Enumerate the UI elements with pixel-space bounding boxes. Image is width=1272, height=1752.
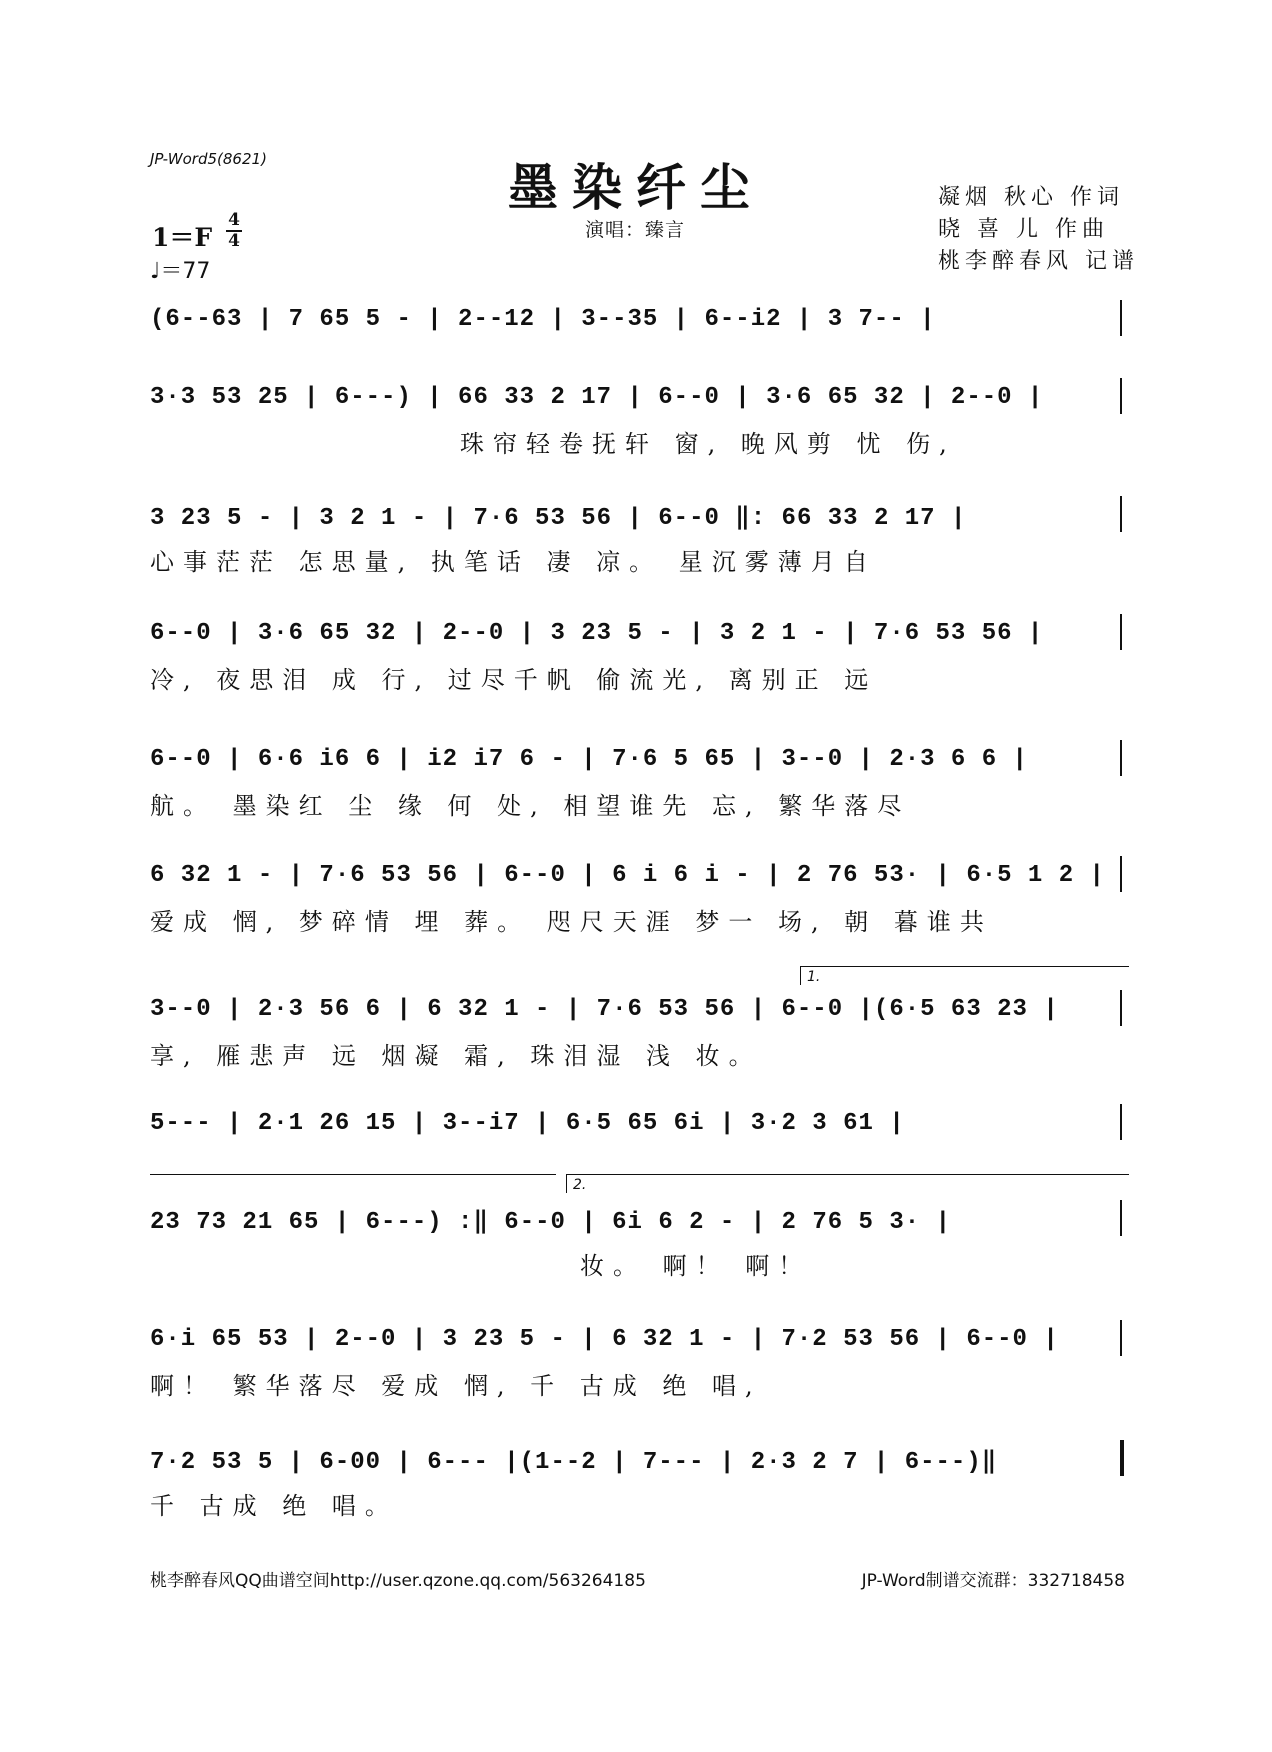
- tempo-marking: ♩＝77: [150, 259, 211, 284]
- lyrics-line-11: 千 古成 绝 唱。: [150, 1492, 398, 1520]
- composer-credit: 晓 喜 儿 作曲: [938, 217, 1109, 242]
- first-ending-bracket: 1.: [800, 966, 1129, 985]
- footer-qzone-link[interactable]: 桃李醉春风QQ曲谱空间http://user.qzone.qq.com/563264185: [150, 1571, 646, 1591]
- lyrics-line-2: 珠帘轻卷抚轩 窗, 晚风剪 忧 伤,: [460, 430, 956, 458]
- barline-end-10: [1120, 1320, 1122, 1356]
- barline-end-9: [1120, 1200, 1122, 1236]
- barline-end-3: [1120, 496, 1122, 532]
- lyrics-line-4: 冷, 夜思泪 成 行, 过尽千帆 偷流光, 离别正 远: [150, 666, 878, 694]
- lyrics-line-5: 航。 墨染红 尘 缘 何 处, 相望谁先 忘, 繁华落尽: [150, 792, 911, 820]
- notes-line-7: 3--0 | 2·3 56 6 | 6 32 1 - | 7·6 53 56 | 6--0 |(6·5 63 23 |: [150, 996, 1059, 1023]
- song-title: 墨染纤尘: [508, 158, 764, 217]
- notes-line-6: 6 32 1 - | 7·6 53 56 | 6--0 | 6 i 6 i - | 2 76 53· | 6·5 1 2 |: [150, 862, 1105, 889]
- notes-line-11: 7·2 53 5 | 6-00 | 6--- |(1--2 | 7--- | 2·3 2 7 | 6---)‖: [150, 1449, 998, 1476]
- lyricist-credit: 凝烟 秋心 作词: [938, 185, 1124, 210]
- lyrics-line-9: 妆。 啊！ 啊！: [580, 1252, 812, 1280]
- lyrics-line-7: 享, 雁悲声 远 烟凝 霜, 珠泪湿 浅 妆。: [150, 1042, 762, 1070]
- footer-group-info: JP-Word制谱交流群：332718458: [861, 1571, 1125, 1591]
- barline-end-5: [1120, 740, 1122, 776]
- notes-line-1: (6--63 | 7 65 5 - | 2--12 | 3--35 | 6--i2 | 3 7-- |: [150, 306, 936, 333]
- barline-end-1: [1120, 300, 1122, 336]
- notes-line-9: 23 73 21 65 | 6---) :‖ 6--0 | 6i 6 2 - | 2 76 5 3· |: [150, 1209, 951, 1236]
- notes-line-10: 6·i 65 53 | 2--0 | 3 23 5 - | 6 32 1 - | 7·2 53 56 | 6--0 |: [150, 1326, 1059, 1353]
- barline-end-7: [1120, 990, 1122, 1026]
- meter-top: 4: [228, 210, 240, 230]
- notes-line-4: 6--0 | 3·6 65 32 | 2--0 | 3 23 5 - | 3 2 1 - | 7·6 53 56 |: [150, 620, 1044, 647]
- barline-end-2: [1120, 378, 1122, 414]
- final-barline: [1120, 1440, 1124, 1476]
- barline-end-8: [1120, 1104, 1122, 1140]
- second-ending-bracket: 2.: [566, 1174, 1129, 1193]
- notes-line-5: 6--0 | 6·6 i6 6 | i2 i7 6 - | 7·6 5 65 | 3--0 | 2·3 6 6 |: [150, 746, 1028, 773]
- barline-end-4: [1120, 614, 1122, 650]
- barline-end-6: [1120, 856, 1122, 892]
- software-label: JP-Word5(8621): [150, 150, 267, 168]
- first-ending-continuation: [150, 1174, 556, 1175]
- key-signature: 1＝F: [152, 223, 213, 252]
- transcriber-credit: 桃李醉春风 记谱: [938, 249, 1139, 274]
- lyrics-line-10: 啊！ 繁华落尽 爱成 惘, 千 古成 绝 唱,: [150, 1372, 762, 1400]
- notes-line-2: 3·3 53 25 | 6---) | 66 33 2 17 | 6--0 | 3·6 65 32 | 2--0 |: [150, 384, 1044, 411]
- lyrics-line-3: 心事茫茫 怎思量, 执笔话 凄 凉。 星沉雾薄月自: [150, 548, 877, 576]
- meter-bottom: 4: [228, 231, 240, 251]
- credits-block: [938, 182, 1139, 278]
- notes-line-3: 3 23 5 - | 3 2 1 - | 7·6 53 56 | 6--0 ‖: 66 33 2 17 |: [150, 505, 967, 532]
- singer-credit: 演唱：臻言: [585, 219, 686, 241]
- time-signature: [226, 212, 242, 250]
- notes-line-8: 5--- | 2·1 26 15 | 3--i7 | 6·5 65 6i | 3·2 3 61 |: [150, 1110, 905, 1137]
- lyrics-line-6: 爱成 惘, 梦碎情 埋 葬。 咫尺天涯 梦一 场, 朝 暮谁共: [150, 908, 993, 936]
